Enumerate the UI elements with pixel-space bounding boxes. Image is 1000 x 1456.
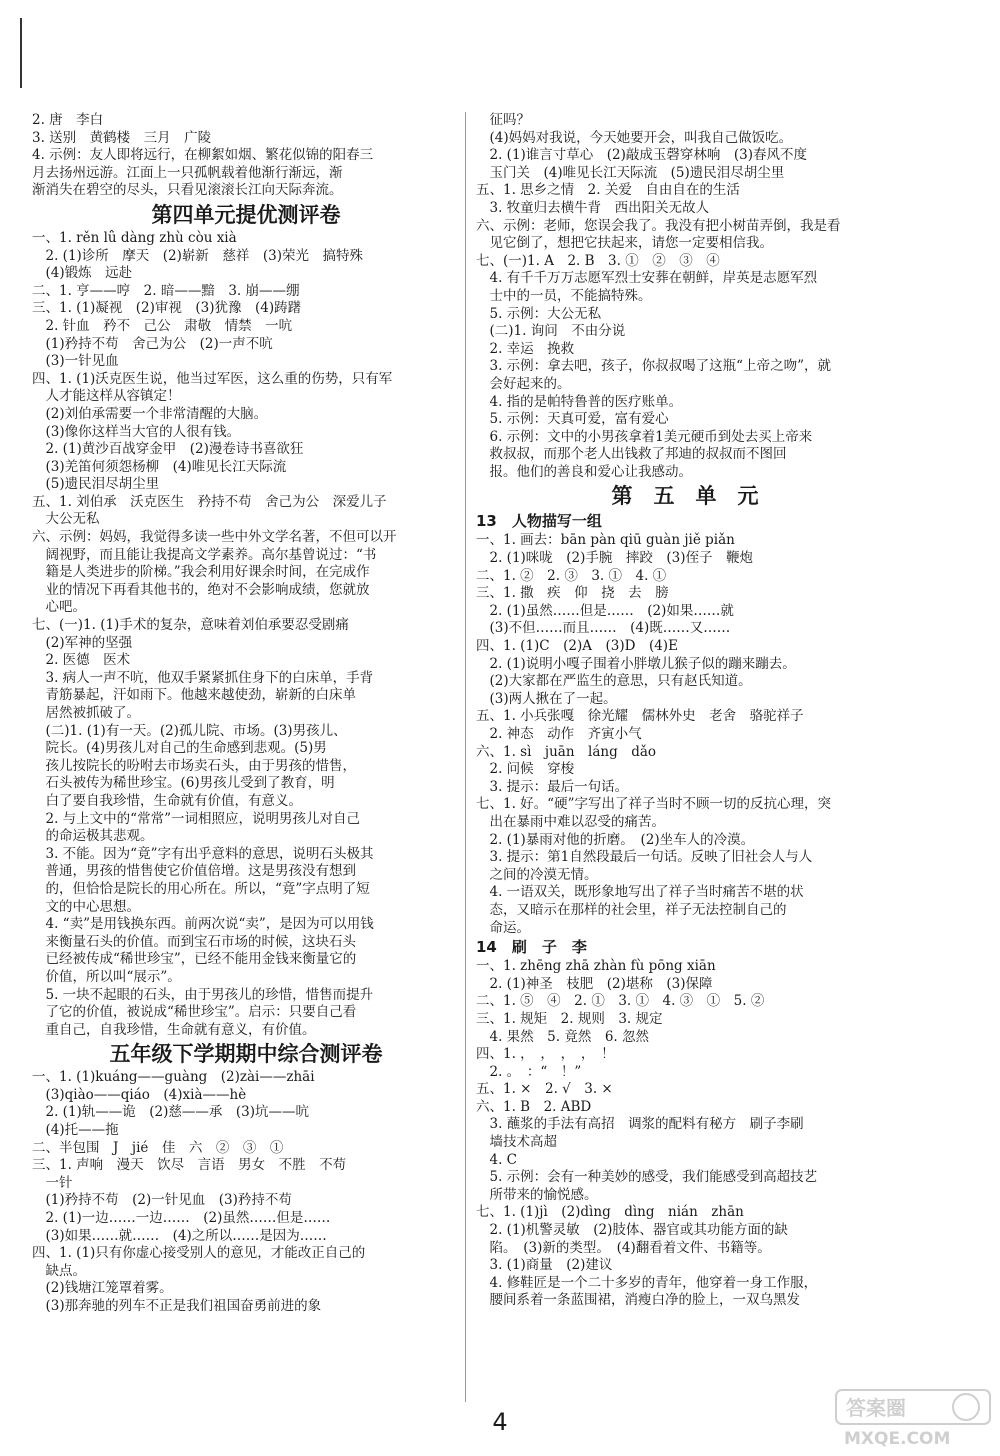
answer-line: 5. 示例：会有一种美妙的感受，我们能感受到高超技艺 bbox=[476, 1169, 818, 1186]
answer-line: 白了要自我珍惜，生命就有价值，有意义。 bbox=[32, 792, 302, 809]
answer-line: 报。他们的善良和爱心让我感动。 bbox=[476, 463, 692, 480]
answer-line: 五、1. × 2. √ 3. × bbox=[476, 1081, 613, 1098]
answer-line: 所带来的愉悦感。 bbox=[476, 1186, 598, 1203]
section-heading: 第 五 单 元 bbox=[611, 484, 759, 509]
answer-line: 士中的一员，不能搞特殊。 bbox=[476, 287, 652, 304]
answer-line: 五、1. 小兵张嘎 徐光耀 儒林外史 老舍 骆驼祥子 bbox=[476, 708, 804, 725]
answer-line: 七、1. 好。“硬”字写出了祥子当时不顾一切的反抗心理，突 bbox=[476, 796, 831, 813]
answer-line: 三、1. 声响 漫天 饮尽 言语 男女 不胜 不苟 bbox=[32, 1157, 347, 1174]
answer-line: 陷。 (3)新的类型。 (4)翻看着文件、书籍等。 bbox=[476, 1239, 771, 1256]
left-column bbox=[32, 112, 460, 1316]
answer-line: 二、1. ② 2. ③ 3. ① 4. ① bbox=[476, 567, 667, 584]
answer-line: (2)钱塘江笼罩着雾。 bbox=[32, 1280, 173, 1297]
answer-line: 青筋暴起，汗如雨下。他越来越使劲，崭新的白床单 bbox=[32, 687, 356, 704]
answer-line: 3. 送别 黄鹤楼 三月 广陵 bbox=[32, 129, 212, 146]
answer-line: 5. 示例：大公无私 bbox=[476, 305, 602, 322]
answer-line: 2. (1)咪咙 (2)手腕 摔跤 (3)侄子 鞭炮 bbox=[476, 550, 754, 567]
section-heading: 五年级下学期期中综合测评卷 bbox=[109, 1042, 383, 1067]
answer-line: 4. 示例：友人即将远行，在柳絮如烟、繁花似锦的阳春三 bbox=[32, 147, 374, 164]
answer-line: (二)1. 询问 不由分说 bbox=[476, 323, 626, 340]
answer-line: (3)两人揪在了一起。 bbox=[476, 690, 617, 707]
answer-line: (4)锻炼 远赴 bbox=[32, 265, 133, 282]
answer-line: 会好起来的。 bbox=[476, 375, 571, 392]
answer-line: 六、1. B 2. ABD bbox=[476, 1098, 592, 1115]
answer-line: 五、1. 思乡之情 2. 关爱 自由自在的生活 bbox=[476, 182, 740, 199]
answer-line: 七、(一)1. A 2. B 3. ① ② ③ ④ bbox=[476, 252, 720, 269]
answer-line: 2. 神态 动作 齐寅小气 bbox=[476, 726, 642, 742]
answer-line: 五、1. 刘伯承 沃克医生 矜持不苟 舍己为公 深爱儿子 bbox=[32, 493, 387, 510]
answer-line: 5. 示例：天真可爱，富有爱心 bbox=[476, 411, 669, 428]
answer-line: 六、示例：妈妈，我觉得多读一些中外文学名著，不但可以开 bbox=[32, 529, 397, 546]
answer-line: 2. (1)虽然……但是…… (2)如果……就 bbox=[476, 602, 734, 619]
answer-line: 见它倒了，想把它扶起来，请您一定要相信我。 bbox=[476, 235, 773, 252]
answer-line: 2. (1)谁言寸草心 (2)敲成玉磬穿林响 (3)春风不度 bbox=[476, 147, 808, 164]
answer-line: (4)托——拖 bbox=[32, 1122, 119, 1139]
answer-line: 4. 指的是帕特鲁普的医疗账单。 bbox=[476, 393, 683, 410]
answer-line: 3. (1)商量 (2)建议 bbox=[476, 1257, 613, 1274]
answer-line: 腰间系着一条蓝围裙，消瘦白净的脸上，一双乌黑发 bbox=[476, 1292, 800, 1309]
answer-line: 4. C bbox=[476, 1151, 518, 1168]
answer-line: 七、(一)1. (1)手术的复杂，意味着刘伯承要忍受剧痛 bbox=[32, 617, 349, 634]
answer-line: 出在暴雨中难以忍受的痛苦。 bbox=[476, 813, 665, 830]
answer-line: 渐消失在碧空的尽头，只看见滚滚长江向天际奔流。 bbox=[32, 182, 343, 199]
answer-line: (3)一针见血 bbox=[32, 353, 119, 370]
answer-line: 2. (1)黄沙百战穿金甲 (2)漫卷诗书喜欲狂 bbox=[32, 441, 304, 458]
answer-line: 2. 与上文中的“常常”一词相照应，说明男孩儿对自己 bbox=[32, 810, 360, 827]
answer-line: 墙技术高超 bbox=[476, 1134, 557, 1151]
answer-line: 救叔叔，而那个老人出钱救了邦迪的叔叔而不图回 bbox=[476, 446, 787, 463]
answer-line: (4)妈妈对我说，今天她要开会，叫我自己做饭吃。 bbox=[476, 129, 793, 146]
answer-line: 籍是人类进步的阶梯。”我会利用好课余时间，在完成作 bbox=[32, 564, 370, 581]
answer-line: 二、1. 亨——哼 2. 暗——黯 3. 崩——绷 bbox=[32, 282, 300, 299]
answer-line: 2. (1)暴雨对他的折磨。 (2)坐车人的冷漠。 bbox=[476, 831, 755, 848]
answer-line: 3. 牧童归去横牛背 西出阳关无故人 bbox=[476, 199, 710, 216]
answer-line: 人才能这样从容镇定！ bbox=[32, 388, 181, 405]
lesson-title: 13 人物描写一组 bbox=[476, 512, 602, 531]
answer-line: 2. 问候 穿梭 bbox=[476, 761, 575, 778]
answer-line: 4. 修鞋匠是一个二十多岁的青年，他穿着一身工作服， bbox=[476, 1274, 818, 1291]
answer-line: 征吗？ bbox=[476, 112, 530, 128]
answer-line: 心吧。 bbox=[32, 599, 86, 616]
answer-line: 3. 提示：最后一句话。 bbox=[476, 778, 629, 795]
answer-line: 的命运极其悲观。 bbox=[32, 828, 154, 845]
right-column bbox=[476, 112, 894, 1310]
answer-line: 一、1. rěn lǚ dàng zhù còu xià bbox=[32, 229, 237, 246]
answer-line: 一针 bbox=[32, 1174, 73, 1191]
answer-line: 文的中心思想。 bbox=[32, 898, 140, 915]
answer-line: 了它的价值，被说成“稀世珍宝”。启示：只要自己看 bbox=[32, 1004, 357, 1021]
answer-line: 石头被传为稀世珍宝。(6)男孩儿受到了教育，明 bbox=[32, 775, 335, 792]
answer-line: (2)军神的坚强 bbox=[32, 634, 133, 651]
answer-line: 二、1. ⑤ ④ 2. ① 3. ① 4. ③ ① 5. ② bbox=[476, 993, 765, 1010]
answer-line: 七、1. (1)jì (2)dìng dìng nián zhān bbox=[476, 1204, 744, 1221]
svg-text:答案圈: 答案圈 bbox=[846, 1396, 906, 1420]
answer-line: 三、1. (1)凝视 (2)审视 (3)犹豫 (4)踌躇 bbox=[32, 300, 302, 317]
answer-line: 2. 针血 矜不 己公 肃敬 情禁 一吭 bbox=[32, 317, 293, 334]
answer-line: (1)矜持不苟 舍己为公 (2)一声不吭 bbox=[32, 335, 273, 352]
answer-line: 玉门关 (4)唯见长江天际流 (5)遗民泪尽胡尘里 bbox=[476, 164, 785, 181]
answer-line: 2. (1)神圣 枝肥 (2)堪称 (3)保障 bbox=[476, 975, 713, 992]
answer-line: 价值，所以叫“展示”。 bbox=[32, 968, 181, 985]
answer-line: (1)矜持不苟 (2)一针见血 (3)矜持不苟 bbox=[32, 1192, 292, 1209]
answer-line: (3)像你这样当大官的人很有钱。 bbox=[32, 423, 241, 440]
answer-line: 2. (1)诊所 摩天 (2)崭新 慈祥 (3)荣光 搞特殊 bbox=[32, 247, 364, 264]
answer-line: 2. (1)一边……一边…… (2)虽然……但是…… bbox=[32, 1210, 331, 1227]
answer-line: 2. 医德 医术 bbox=[32, 652, 131, 669]
answer-line: 月去扬州远游。江面上一只孤帆载着他渐行渐远，渐 bbox=[32, 164, 343, 181]
answer-line: 六、1. sì juān láng dǎo bbox=[476, 743, 657, 760]
answer-line: 2. (1)轨——诡 (2)慈——承 (3)坑——吭 bbox=[32, 1104, 310, 1121]
answer-line: (3)不但……而且…… (4)既……又…… bbox=[476, 620, 731, 637]
corner-rule bbox=[20, 18, 22, 88]
answer-line: (3)羌笛何须怨杨柳 (4)唯见长江天际流 bbox=[32, 458, 287, 475]
answer-line: 大公无私 bbox=[32, 511, 100, 528]
answer-line: (3)如果……就…… (4)之所以……是因为…… bbox=[32, 1227, 327, 1244]
answer-line: (2)刘伯承需要一个非常清醒的大脑。 bbox=[32, 405, 268, 422]
answer-line: 一、1. zhēng zhā zhàn fù pōng xiān bbox=[476, 958, 716, 975]
answer-line: 3. 病人一声不吭，他双手紧紧抓住身下的白床单，手背 bbox=[32, 669, 374, 686]
column-divider bbox=[465, 112, 466, 1402]
answer-line: 缺点。 bbox=[32, 1262, 86, 1279]
answer-line: 三、1. 撒 疾 仰 挠 去 膀 bbox=[476, 585, 669, 602]
section-heading: 第四单元提优测评卷 bbox=[151, 202, 341, 227]
watermark-text: MXQE.COM bbox=[844, 1429, 951, 1449]
answer-line: 4. 有千千万万志愿军烈士安葬在朝鲜，岸英是志愿军烈 bbox=[476, 270, 818, 287]
answer-line: 四、1. (1)C (2)A (3)D (4)E bbox=[476, 638, 678, 655]
answer-line: (2)大家都在严监生的意思，只有赵氏知道。 bbox=[476, 673, 752, 690]
answer-line: 居然被抓破了。 bbox=[32, 705, 140, 721]
answer-line: 来衡量石头的价值。而到宝石市场的时候，这块石头 bbox=[32, 933, 356, 950]
answer-line: 阔视野，而且能让我提高文学素养。高尔基曾说过：“书 bbox=[32, 546, 377, 563]
answer-line: 3. 蘸浆的手法有高招 调浆的配料有秘方 刷子李刷 bbox=[476, 1116, 804, 1133]
answer-line: 一、1. (1)kuáng——guàng (2)zài——zhāi bbox=[32, 1069, 315, 1086]
lesson-title: 14 刷 子 李 bbox=[476, 938, 587, 957]
answer-line: (3)qiào——qiáo (4)xià——hè bbox=[32, 1086, 247, 1103]
page-number: 4 bbox=[492, 1408, 508, 1436]
answer-line: 已经被传成“稀世珍宝”，已经不能用金钱来衡量它的 bbox=[32, 951, 357, 968]
answer-line: 2. 唐 李白 bbox=[32, 112, 104, 128]
answer-line: 的，但恰恰是院长的用心所在。所以，“竟”字点明了短 bbox=[32, 880, 370, 897]
answer-line: 三、1. 规矩 2. 规则 3. 规定 bbox=[476, 1010, 663, 1027]
answer-line: 3. 示例：拿去吧，孩子，你叔叔喝了这瓶“上帝之吻”，就 bbox=[476, 358, 831, 375]
answer-line: 四、1. (1)只有你虚心接受别人的意见，才能改正自己的 bbox=[32, 1245, 366, 1262]
answer-line: 5. 一块不起眼的石头，由于男孩儿的珍惜，惜售而提升 bbox=[32, 986, 374, 1003]
answer-line: 4. “卖”是用钱换东西。前两次说“卖”，是因为可以用钱 bbox=[32, 916, 374, 933]
answer-line: (二)1. (1)有一天。(2)孤儿院、市场。(3)男孩儿、 bbox=[32, 722, 347, 739]
watermark-logo bbox=[834, 1388, 992, 1450]
answer-line: (3)那奔驰的列车不正是我们祖国奋勇前进的象 bbox=[32, 1298, 322, 1314]
answer-line: 3. 提示：第1自然段最后一句话。反映了旧社会人与人 bbox=[476, 849, 813, 866]
answer-line: 院长。(4)男孩儿对自己的生命感到悲观。(5)男 bbox=[32, 740, 327, 757]
answer-line: 四、1. (1)沃克医生说，他当过军医，这么重的伤势，只有军 bbox=[32, 370, 393, 387]
answer-line: 2. 幸运 挽救 bbox=[476, 340, 575, 357]
answer-line: (5)遗民泪尽胡尘里 bbox=[32, 476, 160, 493]
answer-line: 孩儿按院长的吩咐去市场卖石头，由于男孩的惜售， bbox=[32, 757, 356, 774]
answer-line: 一、1. 画去：bān pàn qiū guàn jiě piǎn bbox=[476, 532, 735, 549]
answer-line: 2. (1)机警灵敏 (2)肢体、器官或其功能方面的缺 bbox=[476, 1222, 788, 1239]
answer-line: 3. 不能。因为“竟”字有出乎意料的意思，说明石头极其 bbox=[32, 845, 374, 862]
answer-line: 命运。 bbox=[476, 919, 530, 936]
answer-line: 业的情况下再看其他书的，绝对不会影响成绩，您就放 bbox=[32, 581, 370, 598]
answer-line: 态，又暗示在那样的社会里，祥子无法控制自己的 bbox=[476, 901, 787, 918]
answer-line: 2. 。 ：“ ！” bbox=[476, 1063, 582, 1080]
answer-line: 2. (1)说明小嘎子围着小胖墩儿猴子似的蹦来蹦去。 bbox=[476, 655, 796, 672]
answer-line: 4. 果然 5. 竟然 6. 忽然 bbox=[476, 1028, 650, 1045]
answer-line: 6. 示例：文中的小男孩拿着1美元硬币到处去买上帝来 bbox=[476, 428, 813, 445]
answer-line: 二、半包围 J jié 佳 六 ② ③ ① bbox=[32, 1139, 284, 1156]
answer-line: 4. 一语双关，既形象地写出了祥子当时痛苦不堪的状 bbox=[476, 884, 804, 901]
answer-line: 重自己，自我珍惜，生命就有意义，有价值。 bbox=[32, 1021, 316, 1038]
answer-line: 六、示例：老师，您误会我了。我没有把小树苗弄倒，我是看 bbox=[476, 217, 841, 234]
answer-line: 四、1. ， ， ， ， ！ bbox=[476, 1046, 615, 1063]
answer-line: 普通，男孩的惜售使它价值倍增。这是男孩没有想到 bbox=[32, 863, 356, 880]
answer-line: 之间的冷漠无情。 bbox=[476, 866, 598, 883]
